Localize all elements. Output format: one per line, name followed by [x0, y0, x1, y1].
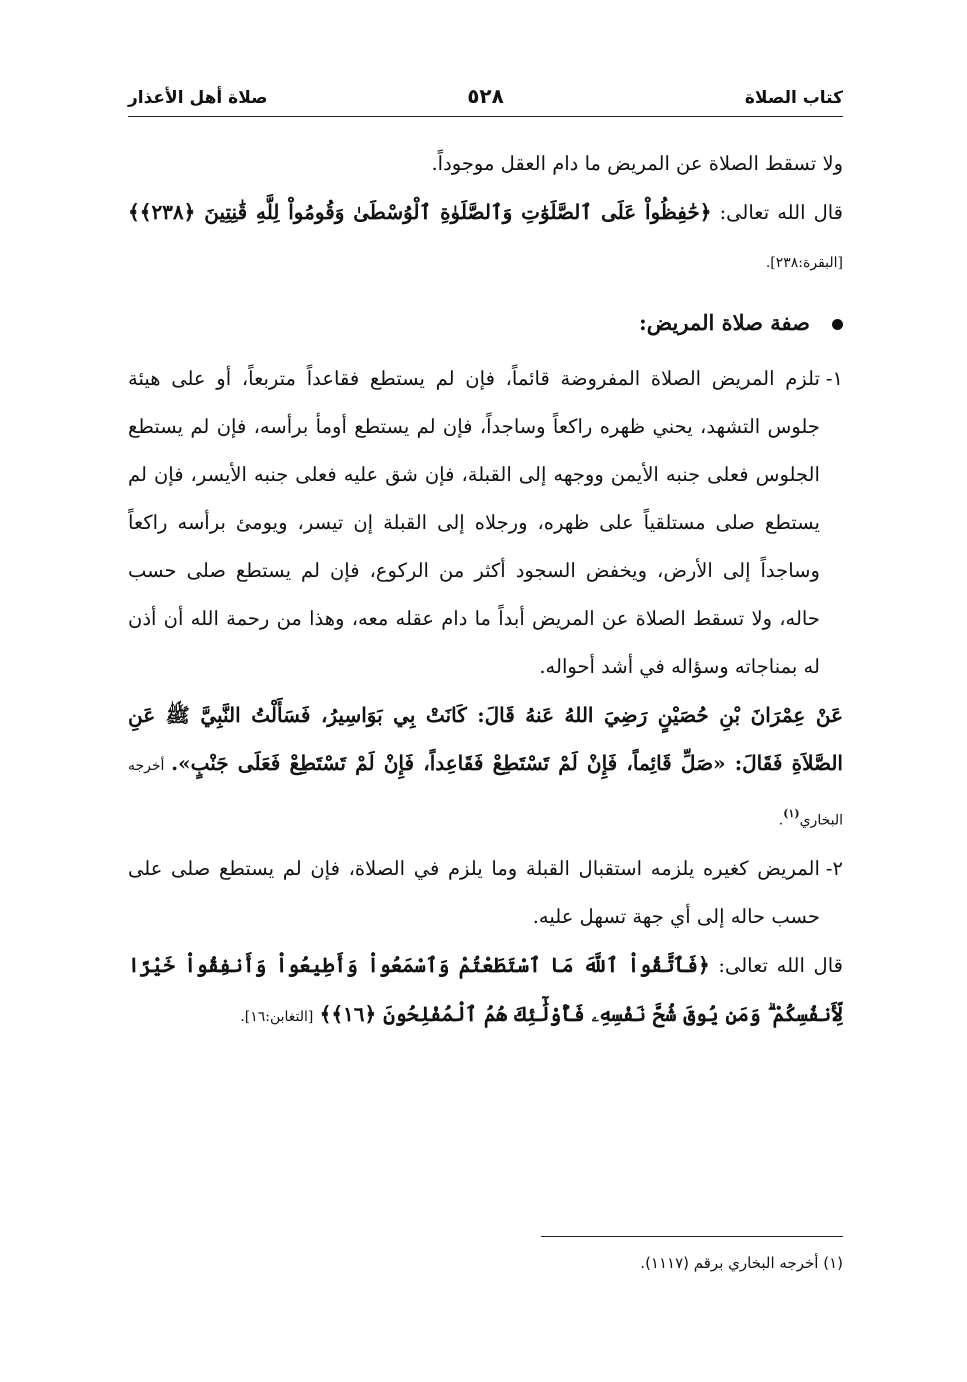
- footnote-mark: (١): [783, 807, 800, 820]
- header-rule: [128, 116, 843, 117]
- quran-verse: ﴿حَٰفِظُواْ عَلَى ٱلصَّلَوَٰتِ وَٱلصَّلَوٰةِ ٱلْوُسْطَىٰ وَقُومُواْ لِلَّهِ قَٰنِتِينَ ﴿٢٣٨﴾﴾: [128, 200, 712, 224]
- numbered-item-2: [128, 845, 843, 941]
- chapter-title: كتاب الصلاة: [744, 88, 843, 108]
- section-title: صلاة أهل الأعذار: [128, 88, 268, 108]
- numbered-item-1: [128, 355, 843, 691]
- verse-lead: قال الله تعالى:: [711, 201, 843, 224]
- footnote: (١) أخرجه البخاري برقم (١١١٧).: [640, 1254, 843, 1272]
- footnote-rule: [541, 1236, 843, 1237]
- quran-verse: ﴿فَٱتَّقُواْ ٱللَّهَ مَا ٱسْتَطَعْتُمْ وَٱسْمَعُواْ وَأَطِيعُواْ وَأَنفِقُواْ خَيْرًا لِّأَنفُسِكُمْ ۗ وَمَن يُوقَ شُحَّ نَفْسِهِۦ فَأُوْلَٰٓئِكَ هُمُ ٱلْمُفْلِحُونَ ﴿١٦﴾﴾: [128, 952, 843, 1026]
- page-number: ٥٢٨: [467, 84, 504, 108]
- item-number: ١-: [825, 367, 843, 390]
- verse-paragraph-2: [128, 941, 843, 1041]
- hadith-paragraph: [128, 691, 843, 845]
- hadith-text: عَنْ عِمْرَانَ بْنِ حُصَيْنٍ رَضِيَ اللهُ عَنهُ قَالَ: كَانَتْ بِي بَوَاسِيرُ، فَسَأَلْتُ النَّبِيَّ ﷺ عَنِ الصَّلاَةِ فَقَالَ: «صَلِّ قَائِماً، فَإِنْ لَمْ تَسْتَطِعْ فَقَاعِداً، فَإِنْ لَمْ تَسْتَطِعْ فَعَلَى جَنْبٍ».: [128, 703, 843, 775]
- section-heading: [128, 299, 843, 347]
- running-header: [128, 84, 843, 112]
- intro-paragraph: ولا تسقط الصلاة عن المريض ما دام العقل موجوداً.: [431, 152, 843, 175]
- verse-paragraph-1: [128, 188, 843, 287]
- item-text: المريض كغيره يلزمه استقبال القبلة وما يلزم في الصلاة، فإن لم يستطع صلى على حسب حاله إلى أي جهة تسهل عليه.: [128, 856, 820, 928]
- verse-lead: قال الله تعالى:: [709, 953, 843, 977]
- item-text: تلزم المريض الصلاة المفروضة قائماً، فإن لم يستطع فقاعداً متربعاً، أو على هيئة جلوس التشهد، يحني ظهره راكعاً وساجداً، فإن لم يستطع أومأ برأسه، فإن لم يستطع الجلوس فعلى جنبه الأيمن ووجهه إلى القبلة، فإن شق عليه فعلى جنبه الأيسر، فإن لم يستطع صلى مستلقياً على ظهره، ورجلاه إلى القبلة إن تيسر، ويومئ برأسه راكعاً وساجداً إلى الأرض، ويخفض السجود أكثر من الركوع، فإن لم يستطع صلى حسب حاله، ولا تسقط الصلاة عن المريض أبداً ما دام عقله معه، وهذا من رحمة الله أن أذن له بمناجاته وسؤاله في أشد أحواله.: [128, 367, 820, 678]
- verse-reference: [التغابن:١٦].: [240, 1008, 314, 1025]
- item-number: ٢-: [825, 856, 843, 880]
- main-text: [128, 140, 843, 1041]
- hadith-source: أخرجه البخاري: [128, 758, 843, 829]
- bullet-icon: [832, 319, 843, 330]
- verse-reference: [البقرة:٢٣٨].: [765, 255, 843, 271]
- section-heading-text: صفة صلاة المريض:: [639, 310, 810, 335]
- hadith-end: .: [778, 812, 784, 829]
